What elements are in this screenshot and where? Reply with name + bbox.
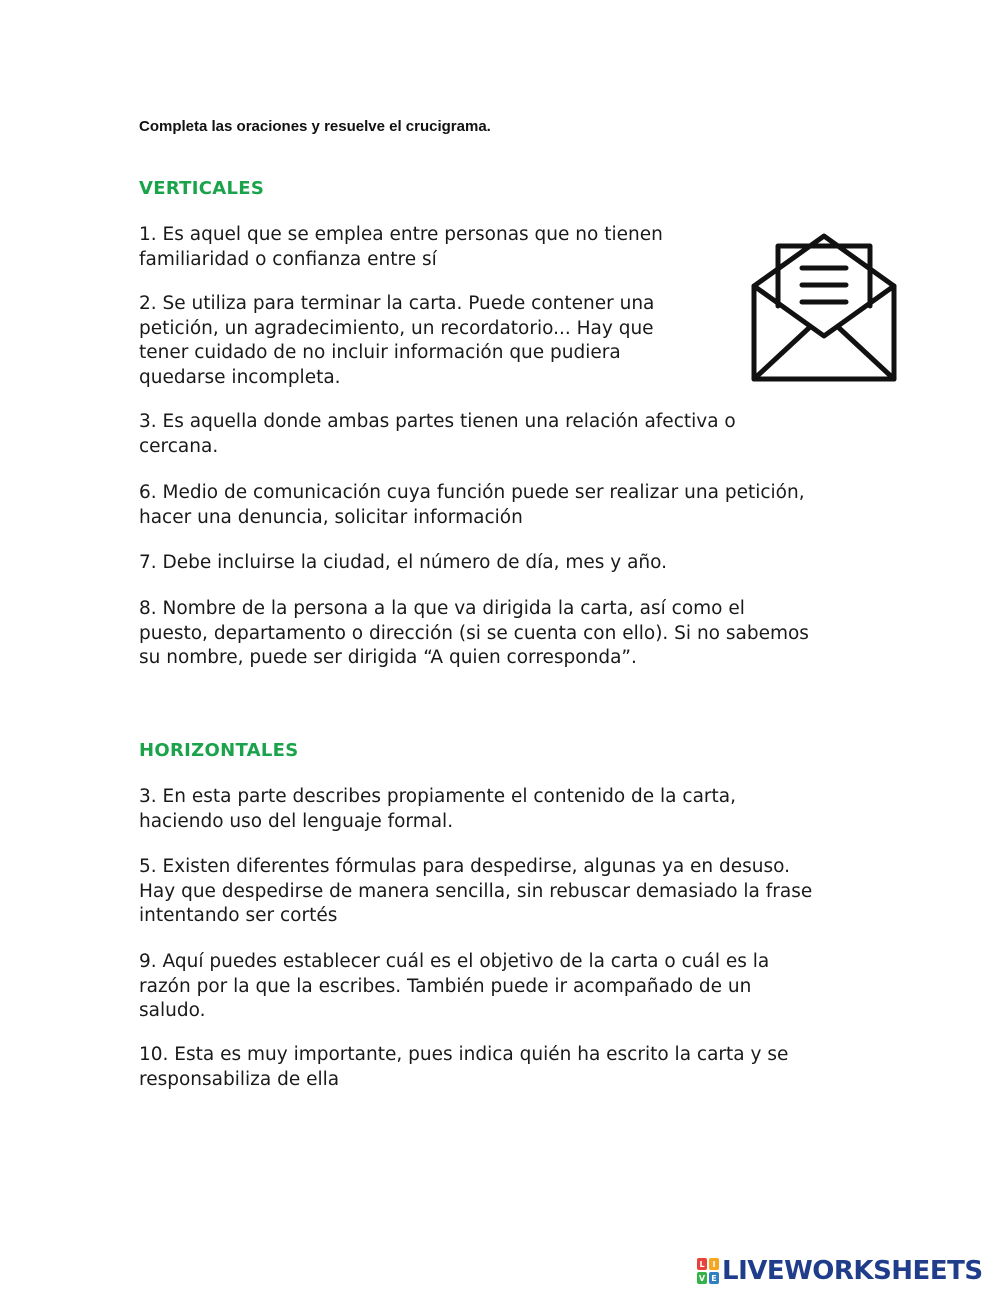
horizontal-clue-9: 9. Aquí puedes establecer cuál es el objetivo de la carta o cuál es la razón por la que la escribes. También puede ir acompañado de un saludo.: [139, 951, 770, 1021]
heading-horizontales: HORIZONTALES: [139, 740, 299, 761]
vertical-clue-1: 1. Es aquel que se emplea entre personas que no tienen familiaridad o confianza entre sí: [139, 224, 663, 270]
vertical-clue-2: 2. Se utiliza para terminar la carta. Puede contener una petición, un agradecimiento, un recordatorio... Hay que tener cuidado de no incluir información que pudiera quedarse incompleta.: [139, 293, 655, 388]
vertical-clue-8: 8. Nombre de la persona a la que va dirigida la carta, así como el puesto, departamento o dirección (si se cuenta con ello). Si no sabemos su nombre, puede ser dirigida “A quien corresponda”.: [139, 598, 809, 668]
horizontal-clue-5: 5. Existen diferentes fórmulas para despedirse, algunas ya en desuso. Hay que despedirse de manera sencilla, sin rebuscar demasiado la frase intentando ser cortés: [139, 856, 813, 926]
liveworksheets-logo: [697, 1256, 983, 1286]
svg-text:V: V: [698, 1274, 706, 1283]
instruction-text: Completa las oraciones y resuelve el crucigrama.: [139, 118, 491, 135]
vertical-clue-7: 7. Debe incluirse la ciudad, el número de día, mes y año.: [139, 552, 668, 573]
logo-mark-icon: [697, 1258, 719, 1284]
heading-verticales: VERTICALES: [139, 178, 265, 199]
envelope-letter-icon: [748, 230, 900, 384]
svg-text:I: I: [712, 1260, 716, 1269]
vertical-clue-6: 6. Medio de comunicación cuya función puede ser realizar una petición, hacer una denuncia, solicitar información: [139, 482, 805, 528]
horizontal-clue-3: 3. En esta parte describes propiamente el contenido de la carta, haciendo uso del lenguaje formal.: [139, 786, 736, 832]
svg-text:L: L: [699, 1260, 705, 1269]
logo-text: LIVEWORKSHEETS: [722, 1256, 983, 1286]
horizontal-clue-10: 10. Esta es muy importante, pues indica quién ha escrito la carta y se responsabiliza de ella: [139, 1044, 789, 1090]
svg-text:E: E: [711, 1274, 717, 1283]
vertical-clue-3: 3. Es aquella donde ambas partes tienen una relación afectiva o cercana.: [139, 411, 736, 457]
